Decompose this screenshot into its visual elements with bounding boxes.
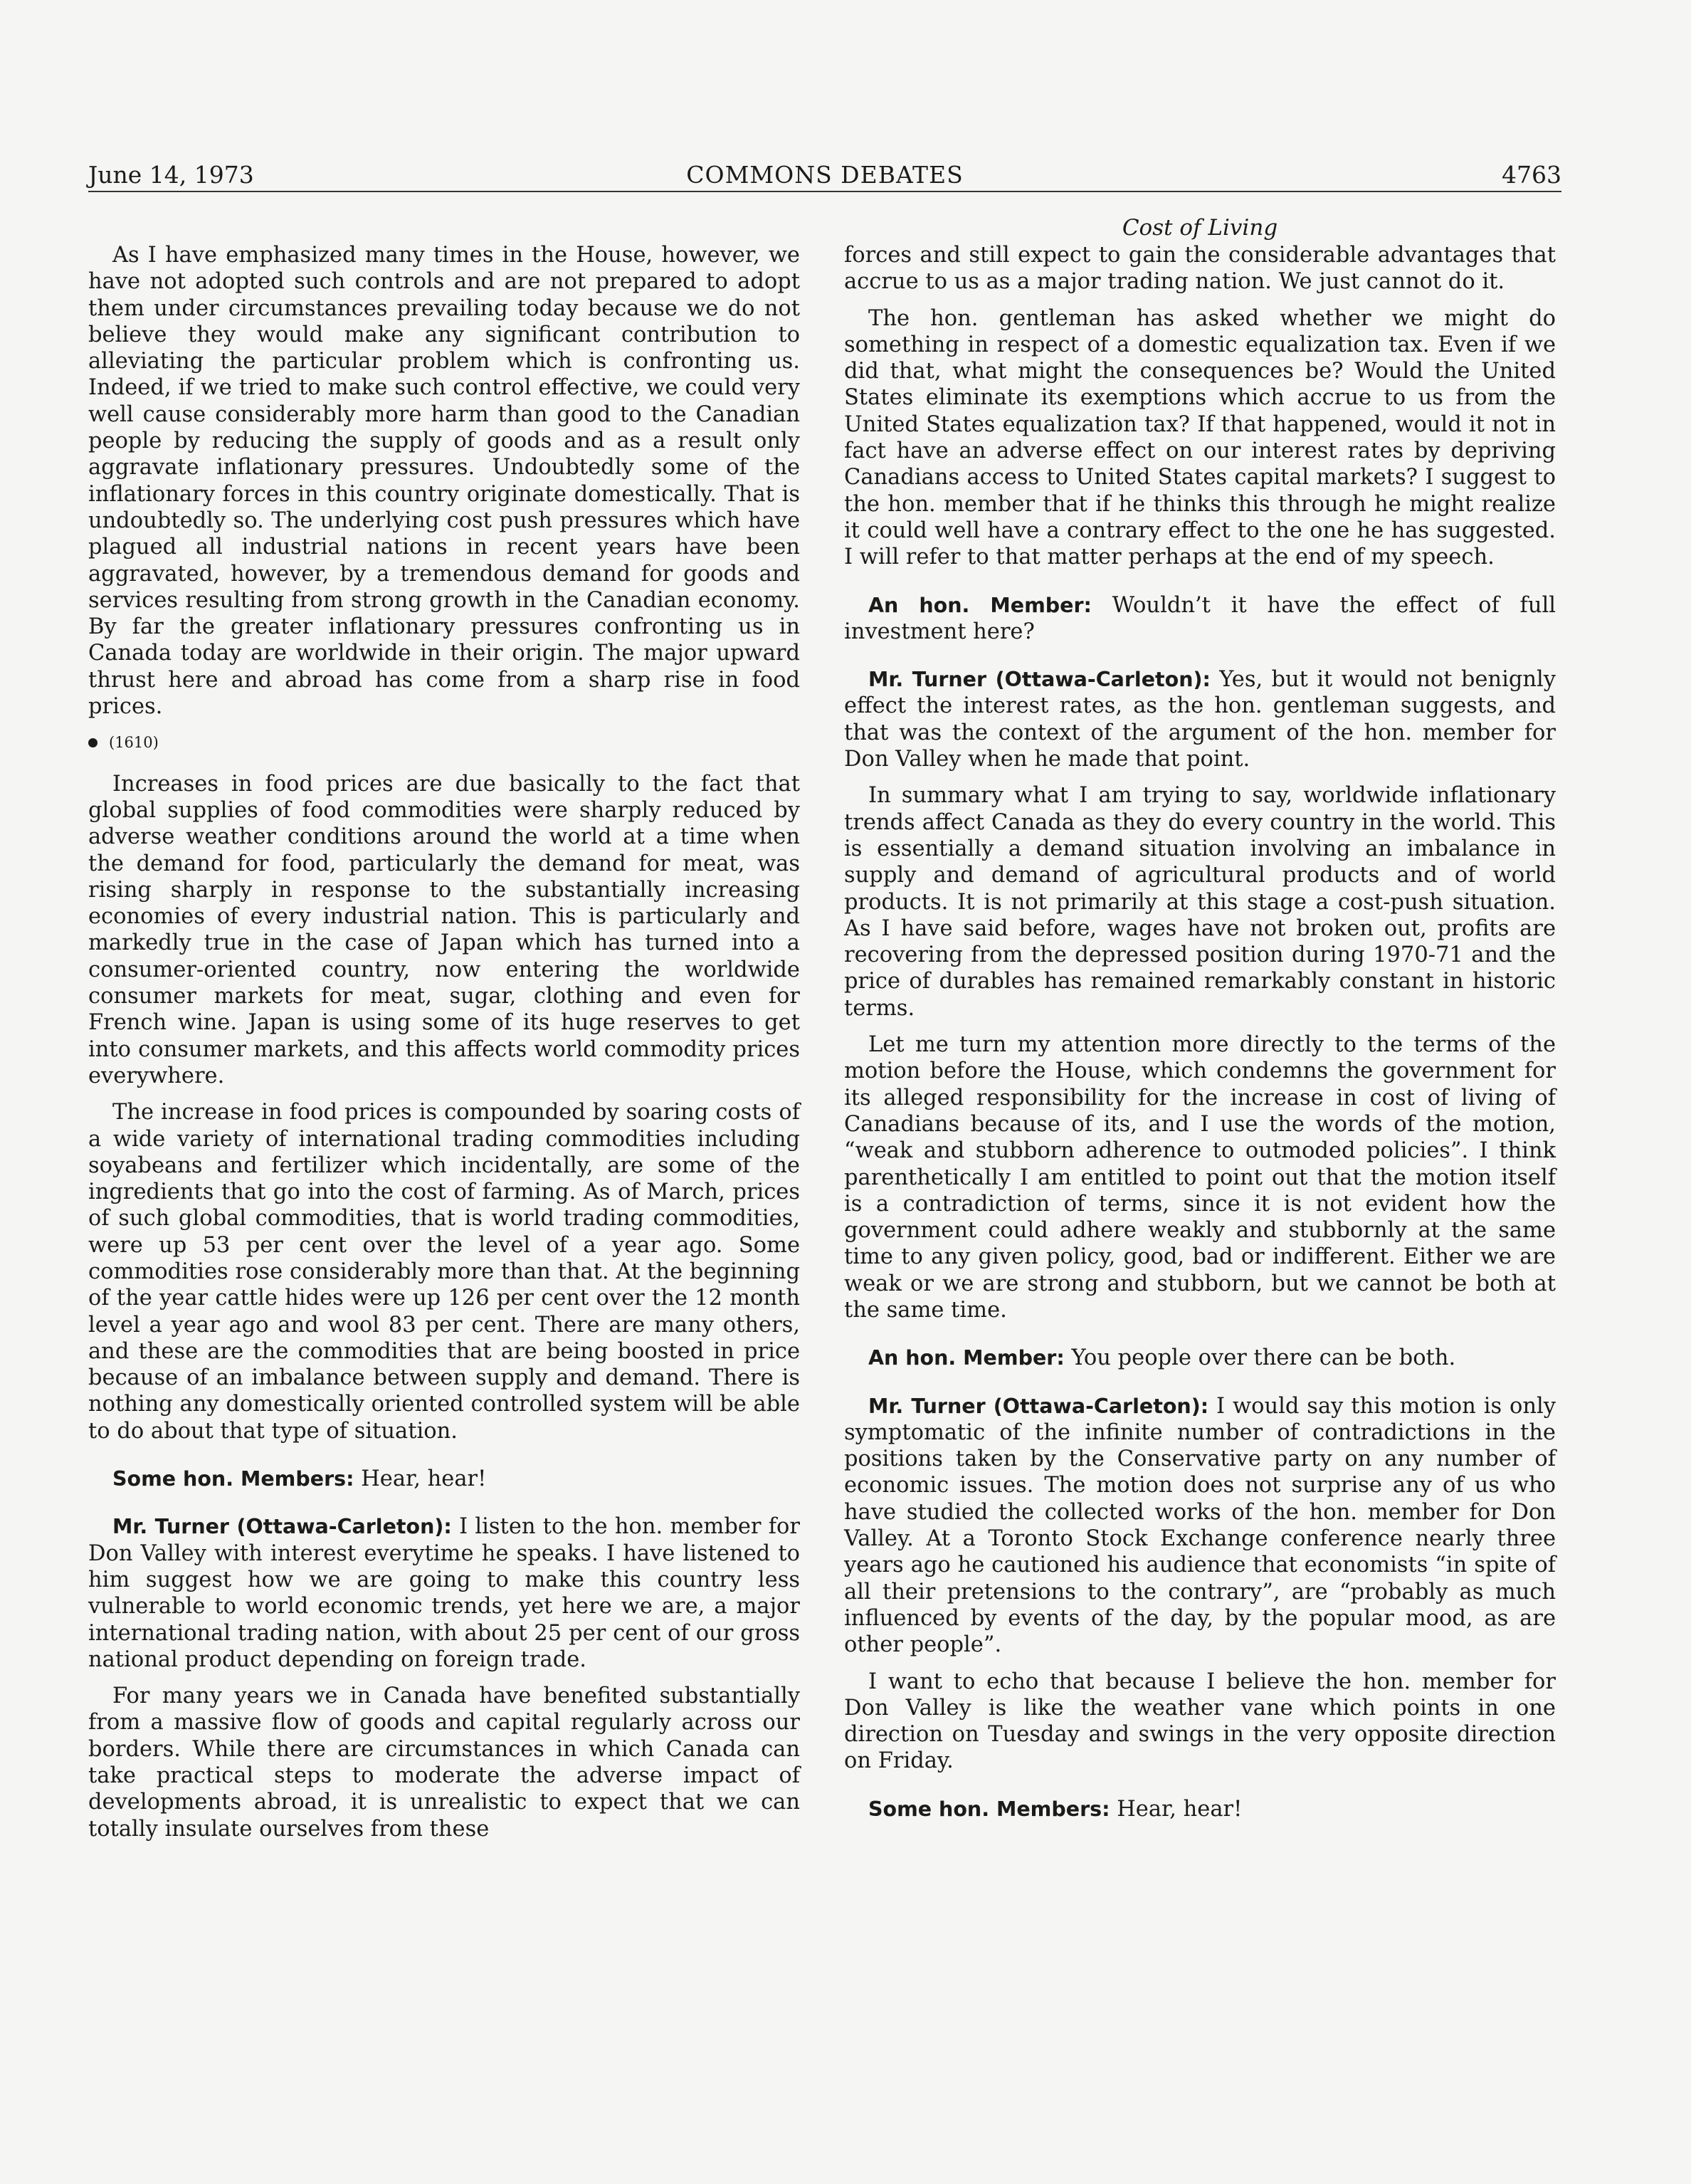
paragraph: For many years we in Canada have benefited substantially from a massive flow of goods and capital regularly across our borders. While there are circumstances in which Canada can take practical steps to moderate the adverse impact of developments abroad, it is unrealistic to expect that we can totally insulate ourselves from these <box>88 1684 800 1842</box>
speaker-name: Mr. Turner (Ottawa-Carleton): <box>868 1394 1209 1418</box>
speaker-paragraph: Some hon. Members: Hear, hear! <box>112 1466 487 1492</box>
left-column <box>88 242 800 1852</box>
speaker-paragraph: Mr. Turner (Ottawa-Carleton): I listen to the hon. member for Don Valley with interest everytime he speaks. I have listened to him suggest how we are going to make this country less vulnerable to world economic trends, yet here we are, a major international trading nation, with about 25 per cent of our gross national product depending on foreign trade. <box>88 1514 800 1672</box>
paragraph: The hon. gentleman has asked whether we might do something in respect of a domestic equalization tax. Even if we did that, what might the consequences be? Would the United States eliminate its exemptions which accrue to us from the United States equalization tax? If that happened, would it not in fact have an adverse effect on our interest rates by depriving Canadians access to United States capital markets? I suggest to the hon. member that if he thinks this through he might realize it could well have a contrary effect to the one he has suggested. I will refer to that matter perhaps at the end of my speech. <box>844 305 1556 570</box>
paragraph: I want to echo that because I believe the hon. member for Don Valley is like the weather vane which points in one direction on Tuesday and swings in the very opposite direction on Friday. <box>844 1669 1556 1774</box>
timestamp: (1610) <box>109 734 159 752</box>
page-number: 4763 <box>1502 161 1561 189</box>
paragraph: As I have emphasized many times in the House, however, we have not adopted such controls and are not prepared to adopt them under circumstances prevailing today because we do not believe they would make any significant contribution to alleviating the particular problem which is confronting us. Indeed, if we tried to make such control effective, we could very well cause considerably more harm than good to the Canadian people by reducing the supply of goods and as a result only aggravate inflationary pressures. Undoubtedly some of the inflationary forces in this country originate domestically. That is undoubtedly so. The underlying cost push pressures which have plagued all industrial nations in recent years have been aggravated, however, by a tremendous demand for goods and services resulting from strong growth in the Canadian economy. By far the greater inflationary pressures confronting us in Canada today are worldwide in their origin. The major upward thrust here and abroad has come from a sharp rise in food prices. <box>88 243 800 720</box>
speaker-paragraph: Mr. Turner (Ottawa-Carleton): Yes, but it would not benignly effect the interest rates, as the hon. gentleman suggests, and that was the context of the argument of the hon. member for Don Valley when he made that point. <box>844 667 1556 772</box>
speaker-paragraph: Mr. Turner (Ottawa-Carleton): I would say this motion is only symptomatic of the infinite number of contradictions in the positions taken by the Conservative party on any number of economic issues. The motion does not surprise any of us who have studied the collected works of the hon. member for Don Valley. At a Toronto Stock Exchange conference nearly three years ago he cautioned his audience that economists “in spite of all their pretensions to the contrary”, are “probably as much influenced by events of the day, by the popular mood, as are other people”. <box>844 1393 1556 1658</box>
header-date: June 14, 1973 <box>88 161 254 189</box>
speaker-name: An hon. Member: <box>868 593 1092 617</box>
timestamp-marker <box>88 730 800 756</box>
speaker-name: Some hon. Members: <box>112 1467 354 1491</box>
right-column <box>844 242 1556 1832</box>
paragraph: Increases in food prices are due basically to the fact that global supplies of food commodities were sharply reduced by adverse weather conditions around the world at a time when the demand for food, particularly the demand for meat, was rising sharply in response to the substantially increasing economies of every industrial nation. This is particularly and markedly true in the case of Japan which has turned into a consumer-oriented country, now entering the worldwide consumer markets for meat, sugar, clothing and even for French wine. Japan is using some of its huge reserves to get into consumer markets, and this affects world commodity prices everywhere. <box>88 771 800 1088</box>
speaker-name: Some hon. Members: <box>868 1797 1110 1821</box>
bullet-icon <box>88 738 98 747</box>
speaker-name: Mr. Turner (Ottawa-Carleton): <box>868 668 1211 692</box>
speaker-name: Mr. Turner (Ottawa-Carleton): <box>112 1515 452 1539</box>
page-header <box>88 158 1561 192</box>
section-heading: Cost of Living <box>1122 215 1278 241</box>
paragraph: Let me turn my attention more directly to the terms of the motion before the House, which condemns the government for its alleged responsibility for the increase in cost of living of Canadians because of its, and I use the words of the motion, “weak and stubborn adherence to outmoded policies”. I think parenthetically I am entitled to point out that the motion itself is a contradiction of terms, since it is not evident how the government could adhere weakly and stubbornly at the same time to any given policy, good, bad or indifferent. Either we are weak or we are strong and stubborn, but we cannot be both at the same time. <box>844 1032 1556 1323</box>
paragraph: In summary what I am trying to say, worldwide inflationary trends affect Canada as they do every country in the world. This is essentially a demand situation involving an imbalance in supply and demand of agricultural products and of world products. It is not primarily at this stage a cost-push situation. As I have said before, wages have not broken out, profits are recovering from the depressed position during 1970-71 and the price of durables has remained remarkably constant in historic terms. <box>844 783 1556 1021</box>
speaker-paragraph: Some hon. Members: Hear, hear! <box>868 1796 1243 1822</box>
speaker-paragraph: An hon. Member: Wouldn’t it have the effect of full investment here? <box>844 592 1556 644</box>
speaker-paragraph: An hon. Member: You people over there can be both. <box>868 1345 1456 1371</box>
publication-title: COMMONS DEBATES <box>686 161 964 189</box>
paragraph: The increase in food prices is compounded by soaring costs of a wide variety of international trading commodities including soyabeans and fertilizer which incidentally, are some of the ingredients that go into the cost of farming. As of March, prices of such global commodities, that is world trading commodities, were up 53 per cent over the level of a year ago. Some commodities rose considerably more than that. At the beginning of the year cattle hides were up 126 per cent over the 12 month level a year ago and wool 83 per cent. There are many others, and these are the commodities that are being boosted in price because of an imbalance between supply and demand. There is nothing any domestically oriented controlled system will be able to do about that type of situation. <box>88 1100 800 1444</box>
paragraph-continued: forces and still expect to gain the considerable advantages that accrue to us as a major trading nation. We just cannot do it. <box>844 243 1556 295</box>
speaker-name: An hon. Member: <box>868 1346 1065 1370</box>
